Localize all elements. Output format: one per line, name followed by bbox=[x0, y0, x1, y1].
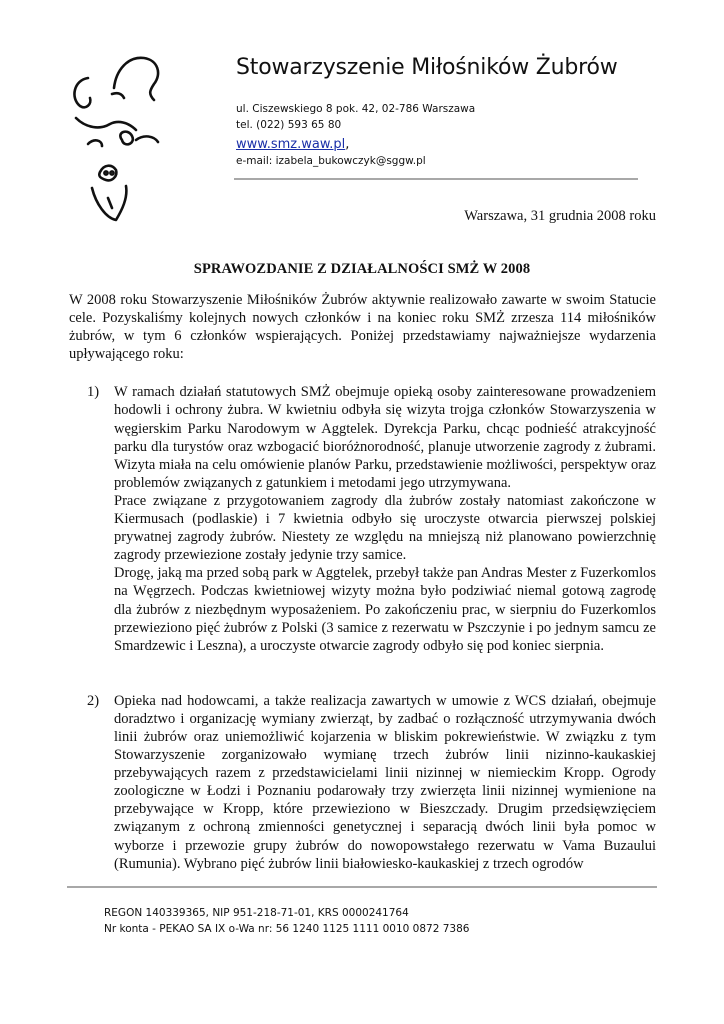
footer-registration: REGON 140339365, NIP 951-218-71-01, KRS 0000241764 bbox=[104, 907, 409, 919]
organization-phone: tel. (022) 593 65 80 bbox=[236, 119, 342, 131]
website-link[interactable]: www.smz.waw.pl bbox=[236, 137, 346, 152]
list-item-number: 1) bbox=[87, 384, 100, 401]
footer-bank-account: Nr konta - PEKAO SA IX o-Wa nr: 56 1240 1125 1111 0010 0872 7386 bbox=[104, 923, 470, 935]
header-divider bbox=[234, 178, 638, 180]
list-item bbox=[69, 692, 656, 873]
document-title: SPRAWOZDANIE Z DZIAŁALNOŚCI SMŻ W 2008 bbox=[193, 261, 531, 277]
intro-paragraph: W 2008 roku Stowarzyszenie Miłośników Żubrów aktywnie realizowało zawarte w swoim Statucie cele. Pozyskaliśmy kolejnych nowych członków i na koniec roku SMŻ zrzesza 114 miłośników żubrów, w tym 6 członków wspierających. Poniżej przedstawiamy najważniejsze wydarzenia upływającego roku: bbox=[69, 292, 656, 363]
organization-email: e-mail: izabela_bukowczyk@sggw.pl bbox=[236, 155, 426, 167]
bison-head-logo-icon bbox=[66, 48, 166, 228]
list-item-paragraph: Opieka nad hodowcami, a także realizacja zawartych w umowie z WCS działań, obejmuje doradztwo i organizację wymiany zwierząt, by zadbać o rozłączność utrzymywania dwóch linii żubrów oraz uniemożliwić kojarzenia w bliskim pokrewieństwie. W związku z tym Stowarzyszenie zorganizowało wymianę trzech żubrów linii nizinno-kaukaskiej przebywających razem z przedstawicielami linii nizinnej w niemieckim Kropp. Ogrody zoologiczne w Łodzi i Poznaniu podarowały trzy zwierzęta linii nizinnej wymienione na przebywające w Kropp, które przewieziono w Bieszczady. Drugim przedsięwzięciem związanym z ochroną zmienności genetycznej i separacją dwóch linii była pomoc w wyborze i przewozie grupy żubrów do nowopowstałego rezerwatu w Vama Buzaului (Rumunia). Wybrano pięć żubrów linii białowiesko-kaukaskiej z trzech ogrodów bbox=[114, 692, 656, 872]
list-item-paragraph: Drogę, jaką ma przed sobą park w Aggtelek, przebył także pan Andras Mester z Fuzerkomlos na Węgrzech. Podczas kwietniowej wizyty można było podziwiać niemal gotową zagrodę dla żubrów z niezbędnym wyposażeniem. Po zakończeniu prac, w sierpniu do Fuzerkomlos przewieziono pięć żubrów z Polski (3 samice z rezerwatu w Pszczynie i po jednym samcu ze Smardzewic i Leszna), a uroczyste otwarcie zagrody odbyło się pod koniec sierpnia. bbox=[114, 565, 656, 654]
footer-divider bbox=[67, 886, 657, 888]
list-item-paragraph: W ramach działań statutowych SMŻ obejmuje opieką osoby zainteresowane prowadzeniem hodowli i ochrony żubra. W kwietniu odbyła się wizyta trojga członków Stowarzyszenia w węgierskim Parku Narodowym w Aggtelek. Dyrekcja Parku, chcąc podnieść atrakcyjność parku dla turystów oraz wzbogacić bioróżnorodność, planuje utworzenie zagrody z żubrami. Wizyta miała na celu omówienie planów Parku, przedstawienie możliwości, perspektyw oraz problemów związanych z gatunkiem i metodami jego utrzymywana. bbox=[114, 384, 656, 491]
website-line bbox=[236, 137, 349, 152]
document-date: Warszawa, 31 grudnia 2008 roku bbox=[464, 208, 656, 224]
website-suffix: , bbox=[345, 137, 350, 152]
list-item-number: 2) bbox=[87, 692, 100, 709]
list-item-paragraph: Prace związane z przygotowaniem zagrody dla żubrów zostały natomiast zakończone w Kiermusach (podlaskie) i 7 kwietnia odbyło się uroczyste otwarcia pierwszej polskiej prywatnej zagrody żubrów. Niestety ze względu na mniejszą niż planowano powierzchnię zagrody przewiezione zostały jedynie trzy samice. bbox=[114, 492, 656, 564]
list-item bbox=[69, 383, 656, 654]
organization-address: ul. Ciszewskiego 8 pok. 42, 02-786 Warszawa bbox=[236, 103, 476, 115]
document-body bbox=[69, 291, 656, 873]
organization-name: Stowarzyszenie Miłośników Żubrów bbox=[236, 55, 618, 80]
